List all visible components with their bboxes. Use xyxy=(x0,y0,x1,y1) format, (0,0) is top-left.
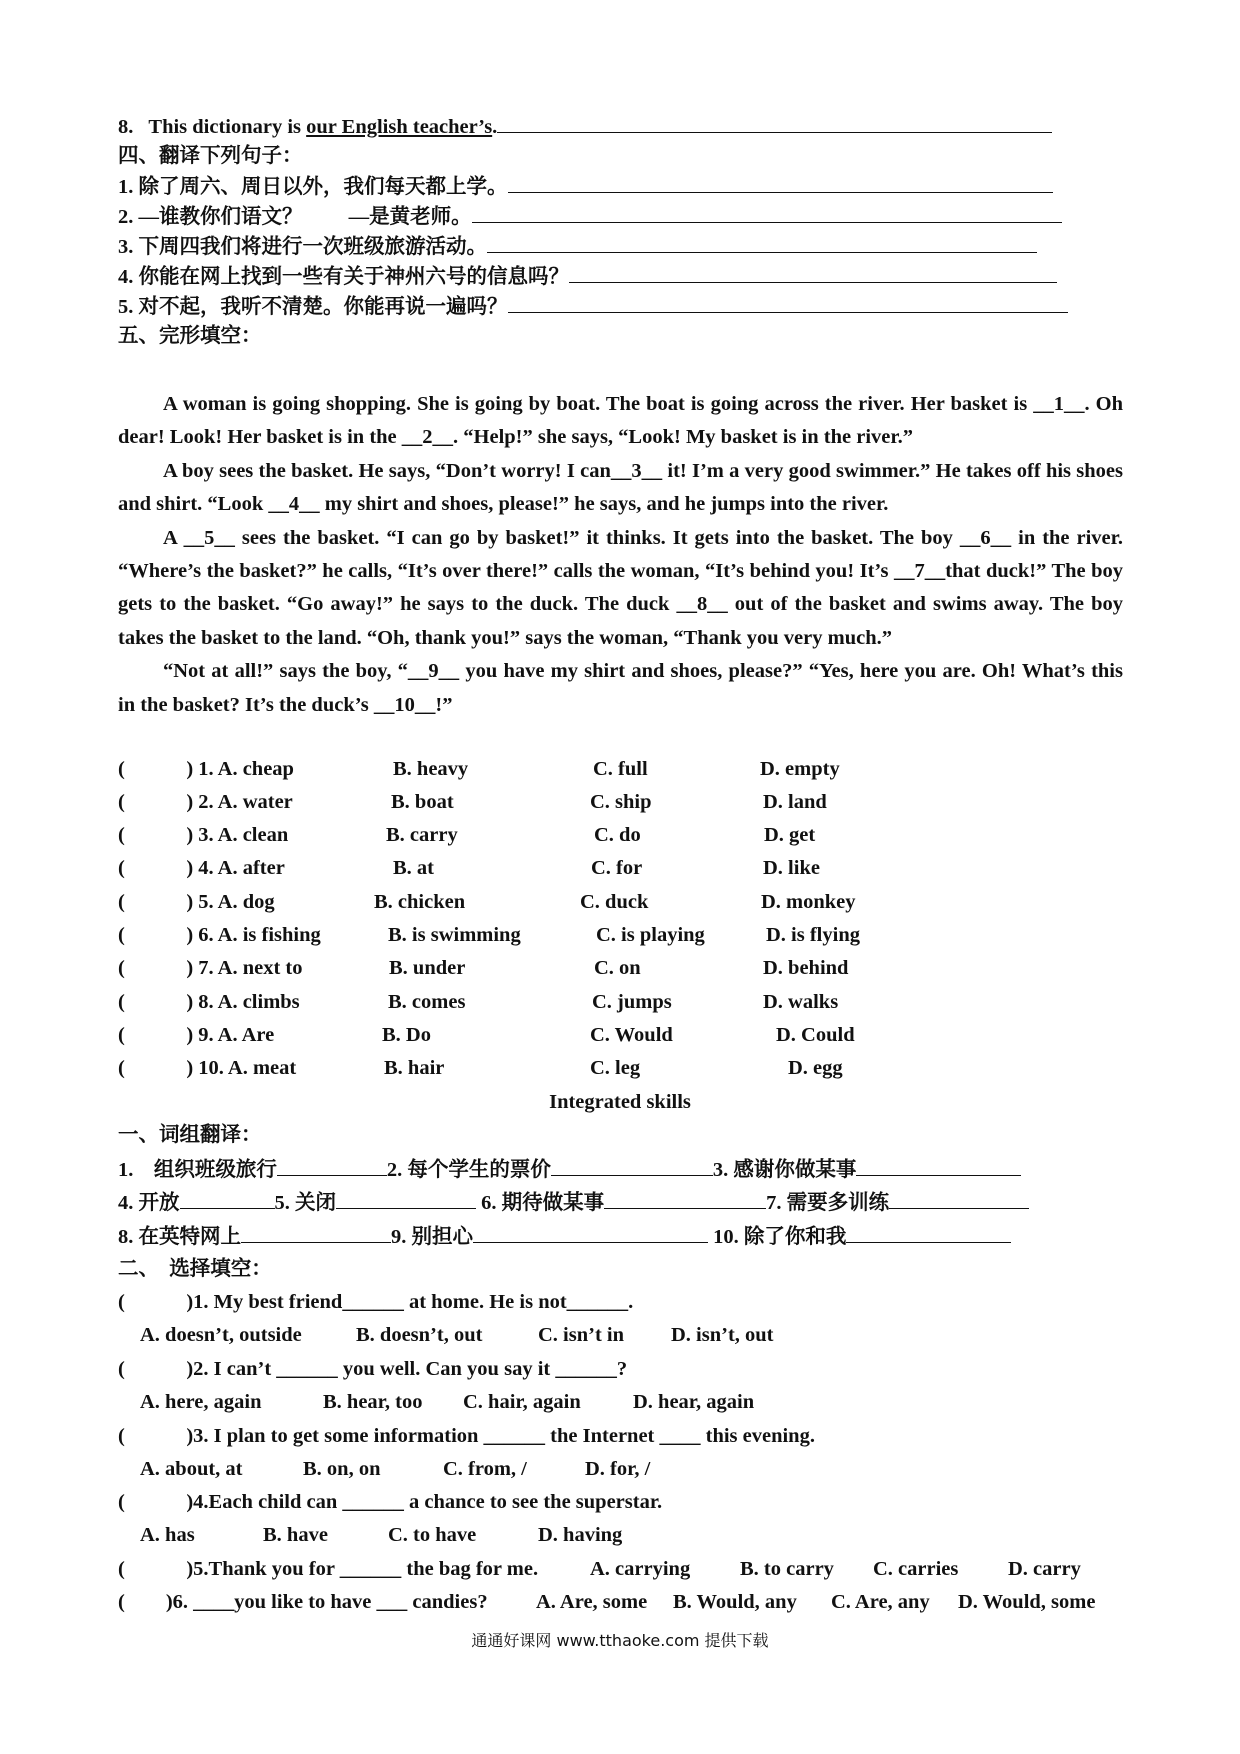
translate-item-5: 5. 对不起，我听不清楚。你能再说一遍吗？ xyxy=(118,292,1068,321)
question-8 xyxy=(118,112,1052,141)
answer-line[interactable] xyxy=(241,1222,391,1243)
answer-line[interactable] xyxy=(551,1155,713,1176)
answer-line[interactable] xyxy=(336,1188,476,1209)
answer-line[interactable] xyxy=(889,1188,1029,1209)
integrated-section-1-title: 一、词组翻译： xyxy=(118,1124,262,1146)
cloze-passage xyxy=(118,388,1123,722)
choice-q4-stem: ( )4.Each child can ______ a chance to see the superstar. xyxy=(118,1491,663,1513)
answer-line[interactable] xyxy=(473,1222,708,1243)
q8-underlined: our English teacher’s xyxy=(306,116,493,138)
translate-item-3: 3. 下周四我们将进行一次班级旅游活动。 xyxy=(118,232,1037,261)
section-4-title: 四、翻译下列句子： xyxy=(118,145,303,167)
footer-credit: 通通好课网 www.tthaoke.com 提供下载 xyxy=(471,1631,769,1650)
answer-line[interactable] xyxy=(472,202,1062,223)
section-5-title: 五、完形填空： xyxy=(118,325,262,347)
answer-line[interactable] xyxy=(508,172,1053,193)
answer-line[interactable] xyxy=(508,292,1068,313)
q8-post: . xyxy=(492,116,498,138)
choice-q3-stem: ( )3. I plan to get some information ______ the Internet ____ this evening. xyxy=(118,1425,815,1447)
integrated-skills-heading: Integrated skills xyxy=(549,1091,691,1113)
translate-item-4: 4. 你能在网上找到一些有关于神州六号的信息吗？ xyxy=(118,262,1057,291)
q8-pre: This dictionary is xyxy=(148,116,307,138)
q8-number: 8. xyxy=(118,116,134,138)
answer-line[interactable] xyxy=(180,1188,275,1209)
answer-line[interactable] xyxy=(604,1188,766,1209)
translate-item-1: 1. 除了周六、周日以外，我们每天都上学。 xyxy=(118,172,1053,201)
phrase-row-3: 8. 在英特网上 9. 别担心 10. 除了你和我 xyxy=(118,1222,1011,1251)
answer-line[interactable] xyxy=(487,232,1037,253)
choice-q2-stem: ( )2. I can’t ______ you well. Can you say it ______? xyxy=(118,1358,628,1380)
answer-line[interactable] xyxy=(856,1155,1021,1176)
passage-paragraph-1: A woman is going shopping. She is going by boat. The boat is going across the river. Her basket is __1__. Oh dear! Look! Her basket is in the __2__. “Help!” she says, “Look! My basket is in the river.” xyxy=(118,393,1123,449)
passage-paragraph-4: “Not at all!” says the boy, “__9__ you have my shirt and shoes, please?” “Yes, here you are. Oh! What’s this in the basket? It’s the duck’s __10__!” xyxy=(118,660,1123,716)
answer-line[interactable] xyxy=(497,112,1052,133)
answer-line[interactable] xyxy=(569,262,1057,283)
phrase-row-1: 1. 组织班级旅行 2. 每个学生的票价 3. 感谢你做某事 xyxy=(118,1155,1021,1184)
passage-paragraph-3: A __5__ sees the basket. “I can go by basket!” it thinks. It gets into the basket. The boy __6__ in the river. “Where’s the basket?” he calls, “It’s over there!” calls the woman, “It’s behind you! It’s __7__that duck!” The boy gets to the basket. “Go away!” he says to the duck. The duck __8__ out of the basket and swims away. The boy takes the basket to the land. “Oh, thank you!” says the woman, “Thank you very much.” xyxy=(118,526,1123,649)
integrated-section-2-title: 二、 选择填空： xyxy=(118,1258,272,1280)
passage-paragraph-2: A boy sees the basket. He says, “Don’t worry! I can__3__ it! I’m a very good swimmer.” He takes off his shoes and shirt. “Look __4__ my shirt and shoes, please!” he says, and he jumps into the river. xyxy=(118,459,1123,516)
worksheet-page: 8. This dictionary is our English teacher’s. 四、翻译下列句子： 1. 除了周六、周日以外，我们每天都上学。 2. —谁教你们语文？ —是黄老师。 3. 下周四我们将进行一次班级旅游活动。 4. 你能在网上找到一些有关于神州六号的信息吗？ 5. 对不起，我听不清楚。你能再说一遍吗？ 五、完形填空： A woman is going shopping. She is going by boat. The boat is going across the river. Her basket is __1__. Oh dear! Look! Her basket is in the __2__. “Help!” she says, “Look! My basket is in the river.” A boy sees the basket. He says, “Don’t worry! I can__3__ it! I’m a very good swimmer.” He takes off his shoes and shirt. “Look __4__ my shirt and shoes, please!” he says, and he jumps into the river. A __5__ sees the basket. “I can go by basket!” it thinks. It gets into the basket. The boy __6__ in the river. “Where’s the basket?” he calls, “It’s over there!” calls the woman, “It’s behind you! It’s __7__that duck!” The boy gets to the basket. “Go away!” he says to the duck. The duck __8__ out of the basket and swims away. The boy takes the basket to the land. “Oh, thank you!” says the woman, “Thank you very much.” “Not at all!” says the boy, “__9__ you have my shirt and shoes, please?” “Yes, here you are. Oh! What’s this in the basket? It’s the duck’s __10__!” ( ) 1. A. cheap B. heavy C. full D. empty ( ) 2. A. water B. boat C. ship D. land ( ) 3. A. clean B. carry C. do D. get ( ) 4. A. after B. at C. for D. like ( ) 5. A. dog B. chicken C. duck D. monkey ( ) 6. A. is fishing B. is swimming C. is playing D. is flying ( ) 7. A. next to B. under C. on D. behind ( ) 8. A. climbs B. comes C. jumps D. walks ( ) 9. A. Are B. Do C. Would D. Could ( ) 10. A. meat B. hair C. leg D. egg Integrated skills 一、词组翻译： 1. 组织班级旅行 2. 每个学生的票价 3. 感谢你做某事 4. 开放 5. 关闭 6. 期待做某事 7. 需要多训练 8. 在英特网上 9. 别担心 10. 除了你和我 二、 选择填空： ( )1. My best friend______ at home. He is not______. A. doesn’t, outside B. doesn’t, out C. isn’t in D. isn’t, out ( )2. I can’t ______ you well. Can you say it ______? A. here, again B. hear, too C. hair, again D. hear, again ( )3. I plan to get some information ______ the Internet ____ this evening. A. about, at B. on, on C. from, / D. for, / ( )4.Each child can ______ a chance to see the superstar. A. has B. have C. to have D. having ( )5.Thank you for ______ the bag for me. A. carrying B. to carry C. carries D. carry ( )6. ____you like to have ___ candies? A. Are, some B. Would, any C. Are, any D. Would, some 通通好课网 www.tthaoke.com 提供下载 xyxy=(0,0,1240,1754)
choice-q1-stem: ( )1. My best friend______ at home. He is not______. xyxy=(118,1291,634,1313)
answer-line[interactable] xyxy=(846,1222,1011,1243)
answer-line[interactable] xyxy=(277,1155,387,1176)
phrase-row-2: 4. 开放 5. 关闭 6. 期待做某事 7. 需要多训练 xyxy=(118,1188,1029,1217)
translate-item-2: 2. —谁教你们语文？ —是黄老师。 xyxy=(118,202,1062,231)
